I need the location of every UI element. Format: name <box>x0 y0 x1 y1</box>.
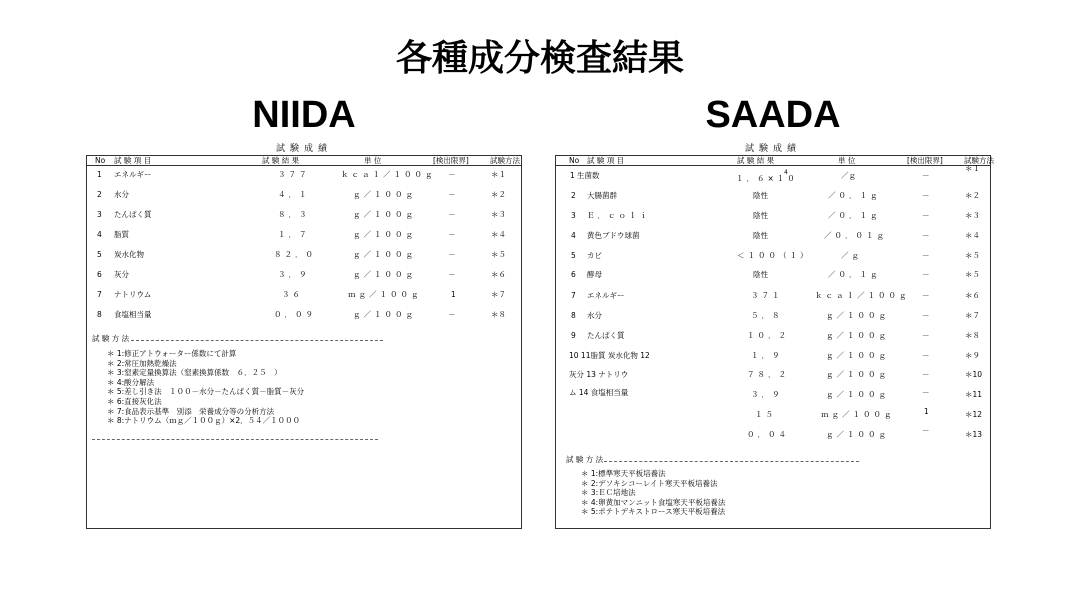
row-limit: － <box>922 331 930 340</box>
methods-divider <box>131 340 383 341</box>
row-no: 4 <box>571 231 576 240</box>
row-unit: ｇ／１００ｇ <box>353 270 416 279</box>
row-item: 大腸菌群 <box>587 191 617 200</box>
row-result: ３６ <box>282 290 303 299</box>
header-limit: [検出限界] <box>907 156 943 165</box>
row-result: ４．１ <box>278 190 310 199</box>
row-result: ５．８ <box>751 311 783 320</box>
panel-title-niida: NIIDA <box>252 94 356 136</box>
row-unit: ｇ／１００ｇ <box>353 210 416 219</box>
row-result: １５ <box>755 410 776 419</box>
row-unit: ／０．１ｇ <box>828 191 881 200</box>
panel-title-saada: SAADA <box>705 94 841 136</box>
row-unit: ｇ／１００ｇ <box>826 370 889 379</box>
row-item: エネルギー <box>587 291 625 300</box>
row-result: ７８．２ <box>747 370 789 379</box>
row-method: ＊６ <box>965 291 980 300</box>
header-no: No <box>95 156 106 165</box>
row-method: ＊４ <box>965 231 980 240</box>
row-limit: － <box>922 311 930 320</box>
row-limit: － <box>922 251 930 260</box>
row-method: ＊５ <box>491 250 506 259</box>
row-no: 2 <box>97 190 102 199</box>
row-no: 7 <box>571 291 576 300</box>
header-item: 試 験 項 目 <box>114 156 152 165</box>
row-unit: ｇ／１００ｇ <box>353 310 416 319</box>
method-item: ＊ 3:窒素定量換算法（窒素換算係数 ６．２５ ） <box>107 368 282 378</box>
header-unit: 単 位 <box>838 156 856 165</box>
row-limit: 1 <box>451 290 456 299</box>
row-no: 7 <box>97 290 102 299</box>
test-report-saada <box>555 155 994 529</box>
row-item: 生菌数 <box>577 171 600 180</box>
row-limit: － <box>448 190 456 199</box>
row-no: 1 <box>97 170 102 179</box>
row-method: ＊５ <box>965 251 980 260</box>
header-item: 試 験 項 目 <box>587 156 625 165</box>
row-no: 4 <box>97 230 102 239</box>
row-unit: ｇ／１００ｇ <box>353 250 416 259</box>
header-method: 試験方法 <box>490 156 520 165</box>
row-unit: ｇ／１００ｇ <box>826 311 889 320</box>
header-no: No <box>569 156 580 165</box>
row-result: 陰性 <box>753 270 768 279</box>
header-method: 試験方法 <box>964 156 994 165</box>
row-method: ＊12 <box>965 410 983 419</box>
row-limit: － <box>448 270 456 279</box>
row-item: たんぱく質 <box>587 331 625 340</box>
row-item: Ｅ．ｃｏｌｉ <box>587 211 650 220</box>
method-item: ＊ 2:デソキシコーレイト寒天平板培養法 <box>581 478 718 488</box>
footer-divider <box>92 439 378 440</box>
row-unit: ｇ／１００ｇ <box>826 390 889 399</box>
row-limit: － <box>922 388 930 397</box>
methods-divider <box>604 461 859 462</box>
row-method: ＊11 <box>965 390 983 399</box>
row-unit: ｇ／１００ｇ <box>353 230 416 239</box>
row-limit: － <box>922 270 930 279</box>
row-method: ＊７ <box>965 311 980 320</box>
row-no: 3 <box>97 210 102 219</box>
row-result: 陰性 <box>753 211 768 220</box>
row-item: 灰分 <box>114 270 129 279</box>
row-result: １０．２ <box>747 331 789 340</box>
row-no: 5 <box>571 251 576 260</box>
row-result: ＜１００（１） <box>737 251 811 260</box>
row-unit: ｋｃａｌ／１００ｇ <box>815 291 910 300</box>
row-result: １．７ <box>278 230 310 239</box>
row-method: ＊13 <box>965 430 983 439</box>
row-limit: － <box>922 191 930 200</box>
row-result: 陰性 <box>753 231 768 240</box>
row-unit: ／ｇ <box>841 171 856 180</box>
row-limit: 1 <box>924 407 929 416</box>
row-limit: － <box>448 250 456 259</box>
row-limit: － <box>922 231 930 240</box>
row-no: 9 <box>571 331 576 340</box>
row-result: ０．０４ <box>747 430 789 439</box>
row-unit: ／０．１ｇ <box>828 270 881 279</box>
test-report-niida <box>86 155 522 529</box>
row-method: ＊３ <box>491 210 506 219</box>
row-item: カビ <box>587 251 602 260</box>
table-header <box>556 156 994 166</box>
method-item: ＊ 4:酸分解法 <box>107 377 155 387</box>
row-unit: ／０．１ｇ <box>828 211 881 220</box>
row-limit: － <box>922 211 930 220</box>
row-method: ＊８ <box>491 310 506 319</box>
row-method: ＊１ <box>965 164 980 173</box>
row-no: 6 <box>571 270 576 279</box>
row-no: 1 <box>570 171 575 180</box>
method-item: ＊ 3:ＥＣ培地法 <box>581 488 636 498</box>
method-item: ＊ 2:常圧加熱乾燥法 <box>107 358 177 368</box>
row-result: １．９ <box>751 351 783 360</box>
row-item: 水分 <box>587 311 602 320</box>
row-item: たんぱく質 <box>114 210 152 219</box>
row-item: 炭水化物 <box>114 250 144 259</box>
doc-caption-niida: 試験成績 <box>275 144 332 154</box>
row-result: ３．９ <box>751 390 783 399</box>
row-method: ＊10 <box>965 370 983 379</box>
row-item: 黄色ブドウ球菌 <box>587 231 640 240</box>
methods-title: 試 験 方 法 <box>566 455 604 464</box>
row-item: 灰分 13 ナトリウ <box>569 370 629 379</box>
row-unit: ｇ／１００ｇ <box>353 190 416 199</box>
row-unit: ／０．０１ｇ <box>824 231 887 240</box>
header-limit: [検出限界] <box>433 156 469 165</box>
row-result: ８．３ <box>278 210 310 219</box>
table-header <box>87 156 521 166</box>
row-limit: － <box>922 171 930 180</box>
row-item: 水分 <box>114 190 129 199</box>
row-method: ＊３ <box>965 211 980 220</box>
row-method: ＊８ <box>965 331 980 340</box>
row-limit: － <box>922 351 930 360</box>
methods-list <box>107 349 304 426</box>
header-unit: 単 位 <box>364 156 382 165</box>
row-unit: ｇ／１００ｇ <box>826 430 889 439</box>
row-no: 6 <box>97 270 102 279</box>
row-item: ナトリウム <box>114 290 152 299</box>
page-title: 各種成分検査結果 <box>395 38 684 79</box>
methods-list <box>581 469 725 517</box>
row-unit: ／ｇ <box>841 251 862 260</box>
row-result: ８２．０ <box>274 250 316 259</box>
row-limit: － <box>448 310 456 319</box>
row-result: １．６×１０ <box>736 174 798 183</box>
row-method: ＊５ <box>965 270 980 279</box>
row-unit: ｇ／１００ｇ <box>826 331 889 340</box>
row-item: 酵母 <box>587 270 602 279</box>
row-no: 2 <box>571 191 576 200</box>
row-unit: ｍｇ／１００ｇ <box>348 290 422 299</box>
row-item: 10 11脂質 炭水化物 12 <box>569 351 650 360</box>
row-result: ３７１ <box>751 291 783 300</box>
row-result: ３．９ <box>278 270 310 279</box>
row-no: 5 <box>97 250 102 259</box>
row-result-exponent: 4 <box>784 169 788 176</box>
method-item: ＊ 7:食品表示基準 別添 栄養成分等の分析方法 <box>107 406 275 416</box>
method-item: ＊ 5:差し引き法 １００－水分－たんぱく質－脂質－灰分 <box>107 387 305 397</box>
doc-caption-saada: 試験成績 <box>744 144 801 154</box>
methods-title: 試 験 方 法 <box>92 334 130 343</box>
row-unit: ｍｇ／１００ｇ <box>821 410 895 419</box>
method-item: ＊ 4:卵黄加マンニット食塩寒天平板培養法 <box>581 497 726 507</box>
row-unit: ｇ／１００ｇ <box>826 351 889 360</box>
row-no: 8 <box>571 311 576 320</box>
row-limit: － <box>922 370 930 379</box>
row-result: ０．０９ <box>274 310 316 319</box>
row-method: ＊９ <box>965 351 980 360</box>
row-item: エネルギー <box>114 170 152 179</box>
row-limit: － <box>922 426 930 435</box>
row-no: 3 <box>571 211 576 220</box>
row-limit: － <box>448 170 456 179</box>
row-result: 陰性 <box>753 191 768 200</box>
header-result: 試 験 結 果 <box>737 156 775 165</box>
row-item: ム 14 食塩相当量 <box>569 388 629 397</box>
row-method: ＊７ <box>491 290 506 299</box>
row-method: ＊４ <box>491 230 506 239</box>
row-method: ＊１ <box>491 170 506 179</box>
method-item: ＊ 8:ナトリウム（ｍｇ／１００ｇ）×2．５４／１０００ <box>107 416 301 426</box>
row-method: ＊２ <box>491 190 506 199</box>
row-limit: － <box>448 230 456 239</box>
row-limit: － <box>922 291 930 300</box>
row-unit: ｋｃａｌ／１００ｇ <box>341 170 436 179</box>
method-item: ＊ 6:直接灰化法 <box>107 396 162 406</box>
row-method: ＊２ <box>965 191 980 200</box>
row-method: ＊６ <box>491 270 506 279</box>
header-result: 試 験 結 果 <box>262 156 300 165</box>
row-result: ３７７ <box>278 170 310 179</box>
method-item: ＊ 5:ポテトデキストロース寒天平板培養法 <box>581 507 726 517</box>
method-item: ＊ 1:標準寒天平板培養法 <box>581 469 666 478</box>
row-item: 食塩相当量 <box>114 310 152 319</box>
row-limit: － <box>448 210 456 219</box>
row-item: 脂質 <box>114 230 129 239</box>
method-item: ＊ 1:修正アトウォーター係数にて計算 <box>107 349 237 358</box>
row-no: 8 <box>97 310 102 319</box>
